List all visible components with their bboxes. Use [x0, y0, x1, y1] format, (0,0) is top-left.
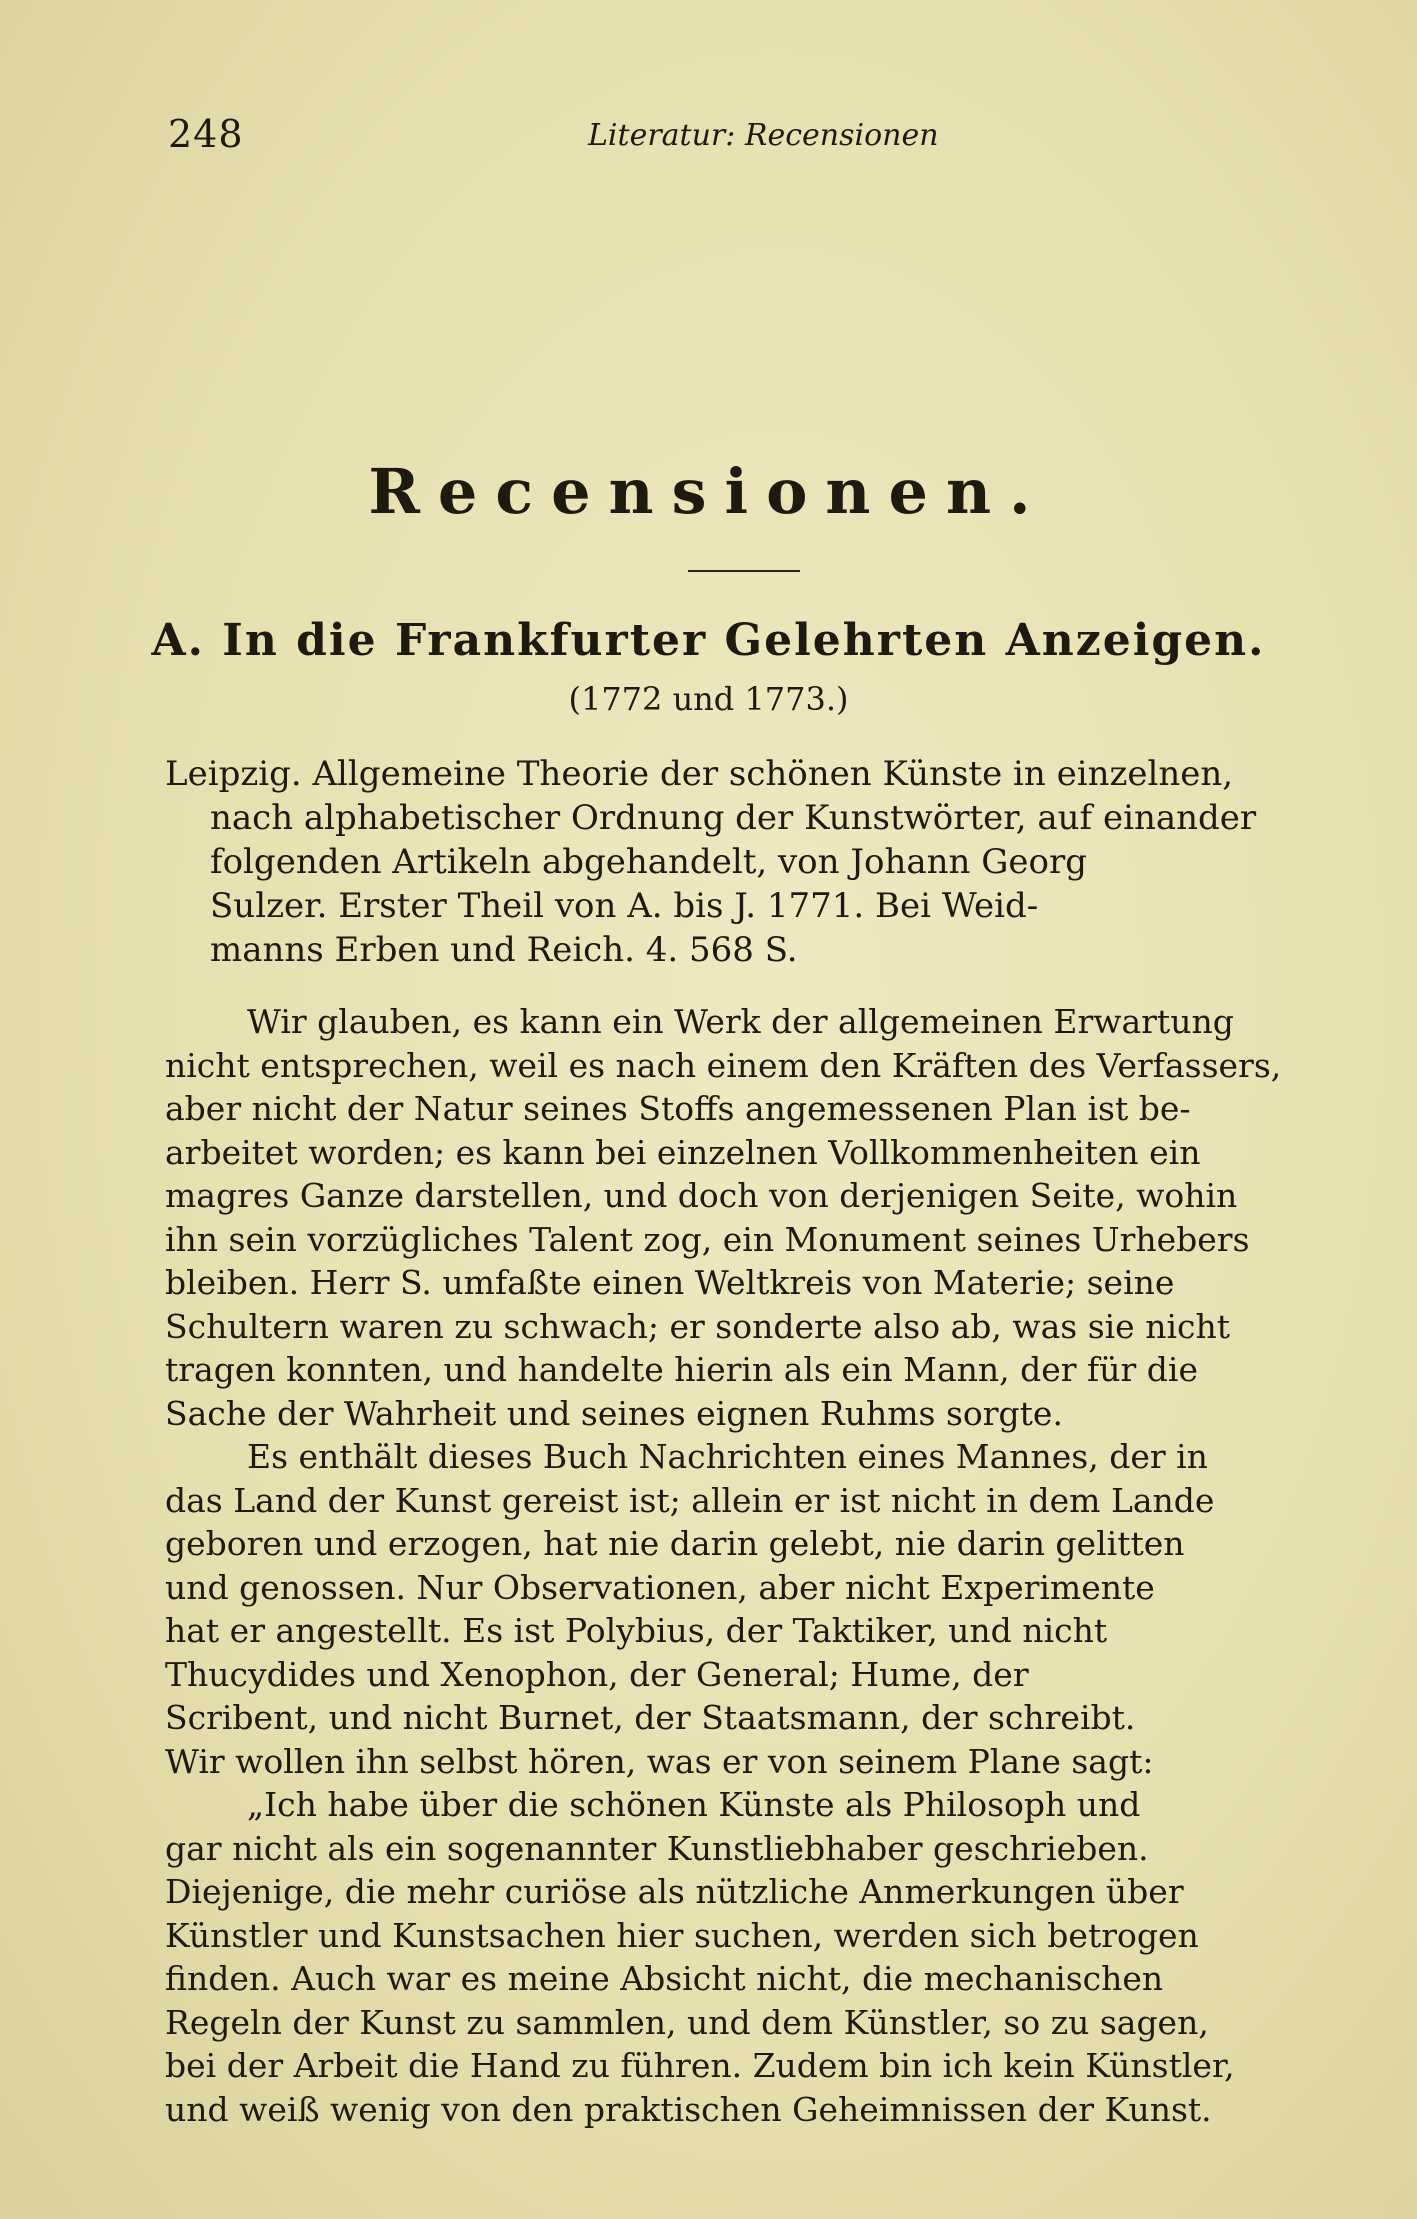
text-line: und genossen. Nur Observationen, aber nicht Experimente — [165, 1567, 1155, 1607]
quote-line: Regeln der Kunst zu sammlen, und dem Künstler, so zu sagen, — [165, 2002, 1209, 2042]
quote-line: und weiß wenig von den praktischen Geheimnissen der Kunst. — [165, 2089, 1212, 2129]
text-line: nicht entsprechen, weil es nach einem den Kräften des Verfassers, — [165, 1045, 1282, 1085]
text-line: Es enthält dieses Buch Nachrichten eines Mannes, der in — [247, 1437, 1208, 1476]
text-line: arbeitet worden; es kann bei einzelnen Vollkommenheiten ein — [165, 1132, 1201, 1172]
text-line: das Land der Kunst gereist ist; allein er ist nicht in dem Lande — [165, 1480, 1215, 1520]
bibliographic-entry — [165, 752, 1335, 972]
text-line: Schultern waren zu schwach; er sonderte also ab, was sie nicht — [165, 1306, 1231, 1346]
quote-line: „Ich habe über die schönen Künste als Philosoph und — [247, 1785, 1141, 1824]
text-line: tragen konnten, und handelte hierin als ein Mann, der für die — [165, 1350, 1198, 1389]
text-line: geboren und erzogen, hat nie darin gelebt, nie darin gelitten — [165, 1524, 1185, 1563]
quote-line: finden. Auch war es meine Absicht nicht, die mechanischen — [165, 1959, 1164, 1998]
section-dates: (1772 und 1773.) — [568, 680, 849, 718]
quote-line: Diejenige, die mehr curiöse als nützliche Anmerkungen über — [165, 1872, 1184, 1911]
entry-line: Sulzer. Erster Theil von A. bis J. 1771. Bei Weid- — [210, 886, 1039, 926]
entry-line: Leipzig. Allgemeine Theorie der schönen Künste in einzelnen, — [165, 754, 1234, 794]
text-line: Wir glauben, es kann ein Werk der allgemeinen Erwartung — [247, 1002, 1234, 1041]
entry-line: manns Erben und Reich. 4. 568 S. — [210, 930, 798, 970]
quote-line: gar nicht als ein sogenannter Kunstliebhaber geschrieben. — [165, 1828, 1149, 1868]
section-heading: A. In die Frankfurter Gelehrten Anzeigen. — [151, 615, 1266, 666]
entry-line: folgenden Artikeln abgehandelt, von Johann Georg — [210, 842, 1087, 882]
text-line: ihn sein vorzügliches Talent zog, ein Monument seines Urhebers — [165, 1219, 1250, 1259]
text-line: magres Ganze darstellen, und doch von derjenigen Seite, wohin — [165, 1176, 1238, 1215]
text-line: bleiben. Herr S. umfaßte einen Weltkreis von Materie; seine — [165, 1263, 1175, 1302]
entry-line: nach alphabetischer Ordnung der Kunstwörter, auf einander — [210, 798, 1257, 838]
text-line: Thucydides und Xenophon, der General; Hume, der — [165, 1654, 1029, 1694]
quote-line: bei der Arbeit die Hand zu führen. Zudem bin ich kein Künstler, — [165, 2046, 1235, 2085]
chapter-title: Recensionen. — [368, 455, 1049, 528]
text-line: Sache der Wahrheit und seines eignen Ruhms sorgte. — [165, 1393, 1063, 1433]
title-divider — [688, 570, 800, 572]
quote-line: Künstler und Kunstsachen hier suchen, werden sich betrogen — [165, 1915, 1199, 1955]
text-line: hat er angestellt. Es ist Polybius, der Taktiker, und nicht — [165, 1611, 1108, 1650]
review-text — [165, 1000, 1335, 2131]
running-head: Literatur: Recensionen — [588, 118, 939, 153]
page-number: 248 — [168, 112, 244, 156]
text-line: aber nicht der Natur seines Stoffs angemessenen Plan ist be- — [165, 1089, 1191, 1128]
text-line: Wir wollen ihn selbst hören, was er von seinem Plane sagt: — [165, 1741, 1154, 1781]
text-line: Scribent, und nicht Burnet, der Staatsmann, der schreibt. — [165, 1698, 1136, 1737]
